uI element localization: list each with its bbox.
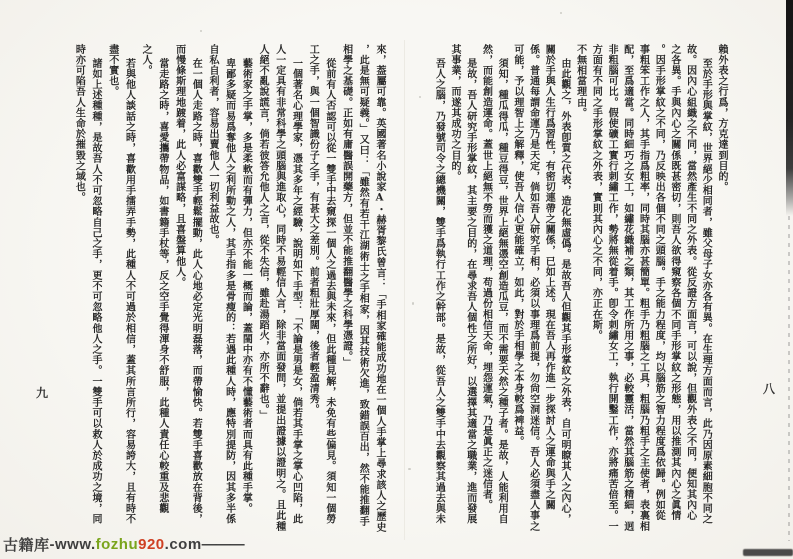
text-column: 一個著名心理學家，憑其多年之經驗，說明如下手型：「不論是男是女，倘若其手掌之掌心凹陷，此 — [290, 58, 302, 525]
watermark-dash: ——— — [201, 536, 244, 553]
text-column: 若與他人談話之時，喜歡用手擂弄手勢，此種人不可過於相信，蓋其所言所行，容易誇大，且有時不 — [123, 58, 135, 525]
text-column: 非粗腦可比。假使礦工實行刺繡工作，勢將無從着手。卽令刺繡女工，執行開鑿工作，亦將痛苦倍至。一 — [606, 44, 618, 532]
page-right-columns — [430, 44, 729, 549]
text-column: 人絕不亂說謊言，倘若彼答允他人之言，從不失信，雖赴湯蹈火，亦所不辭也。」 — [257, 44, 269, 421]
scan-edge-artifact — [786, 0, 793, 216]
text-column: 卑鄙多疑而易爲奪他人之利所動之人，其手指多是骨瘦的：若遇此種人時，應特別提防，因其多半係 — [223, 58, 235, 525]
text-column: 其事業，而遂其成功之目的。 — [449, 44, 461, 182]
watermark — [3, 534, 244, 556]
watermark-separator: - — [49, 536, 56, 553]
text-column: 相學之基礎。正如有庸醫誤開藥方，但並不能推翻醫學之科學憑證。」 — [340, 44, 352, 368]
text-column: 藝術家之手掌，多是柔軟而有彈力，但亦不能一概而論，蓋閨中亦有不懂藝術者而具有此種手掌。 — [240, 58, 252, 514]
text-column: 而慢條斯理地踱着，此人必富謀略，且喜盤算他人。 — [173, 44, 185, 288]
text-column: 人一定具有非常科學之頭腦與進取心，同時不易輕信人言，除非當面發問，並提出證據以證明之。且此種 — [273, 44, 285, 532]
text-column: 然，而能創造運命。蓋世上絕無不勞而獲之道理，苟過份相信天命，埋怨運氣，乃是眞正之迷信者。 — [480, 44, 492, 511]
text-column: 吾人之腦，乃發號司令之總機關，雙手爲執行工作之幹部。是故，從吾人之雙手中去觀察其過去與未 — [433, 58, 445, 525]
watermark-url-red: 920 — [138, 536, 165, 553]
page-gutter-line — [404, 40, 405, 540]
text-column: 事粗笨工作之人，其手指爲粗率，同時其腦亦甚簡單。粗手乃粗腦之工具，粗腦乃粗手之主使者，表裏相 — [637, 44, 649, 532]
text-column: 之人。 — [140, 44, 152, 76]
text-column: 來，葢屬可靠。英國著名小說家A・赫胥黎氏曾言：「手相家確能成功地在一個人手掌上尋求該人之歷史 — [374, 44, 385, 533]
page-left-columns — [69, 44, 387, 549]
text-column: 時亦可陷吾人生命於摧毀之域也。 — [73, 44, 85, 203]
scan-noise-dot — [419, 96, 421, 98]
text-column: 係。普通每謂命運乃是天定，倘如吾人研究手相，必須以事理爲前提，勿尙空洞迷信。吾人必須盡人事之 — [527, 44, 539, 532]
text-column: 盡不實也。 — [106, 44, 118, 97]
text-column: 關於手與人生行爲習性，有密切連帶之關係，已如上述。現在吾人再作進一步探討人之運命與手之關 — [543, 44, 555, 511]
scan-noise-dot — [408, 468, 411, 470]
text-column: 由此觀之，外表卽質之代表，造化無虛僞。是故吾人但觀其手形掌紋之外表，自可明瞭其人之內心， — [558, 58, 570, 525]
text-column: 賴外表之行爲，方克達到目的。 — [716, 44, 727, 193]
folio-number-right: 八 — [763, 382, 776, 396]
text-column: 方面有不同之手形掌紋之外表，實則其內心之不同，亦正在斯。 — [590, 44, 602, 341]
text-column: 從前有人否認可以從一雙手中去窺探一個人之過去與未來，但此種見解，未免有些偏見。須知一個勞 — [323, 58, 335, 525]
text-column: 故。因內心組織之不同，當然產生不同之外表。從反證方面言，可以說，但觀外表之不同，便知其內心 — [684, 44, 696, 521]
text-column: 配，至爲適當。同時細巧之女工，如繡花織補之類，其工作所用之事，必較靈活，當然其腦筋之精細，迥 — [621, 44, 633, 532]
text-column: 至於手形與掌紋，世界絕少相同者，雖父母子女亦各有異。在生理方面而言，此乃因原素細胞不同之 — [700, 58, 712, 525]
watermark-url-green: fozhu — [95, 536, 139, 553]
text-column: 。因手形掌紋之不同，乃反映出各個不同之頭腦。手之能力程度，均以腦筋之智力程度爲依歸。例如從 — [653, 44, 665, 521]
text-column: 工之手，與一個智識份子之手，有甚大之差別。前者粗壯厚闊，後者輕盈清秀。 — [307, 44, 319, 415]
watermark-url-suffix: .com — [164, 536, 202, 553]
scan-corner-smudge — [743, 549, 793, 556]
folio-number-left: 九 — [36, 386, 49, 400]
scan-noise-dot — [560, 12, 562, 14]
text-column: ，此是無可疑義。」又曰：「雖然有若干江湖術士之手相家，因其技術欠進，致錯誤百出，然不能推翻手 — [357, 44, 369, 527]
watermark-brand: 古籍库 — [3, 537, 50, 554]
text-column: 是故，吾人研究手形掌紋，其主要之目的，在尋求吾人個性之所好，以選擇其適當之職業，進而發展 — [464, 58, 476, 525]
text-column: 須知，種瓜得瓜，種豆得豆，世界上絕無憑空創造瓜豆，而不需要天然之種子者。是故，人能利用自 — [496, 58, 508, 525]
watermark-url-prefix: www. — [55, 536, 96, 553]
text-column: 當走路之時，喜愛攜帶物品，如書籍手杖等，反之空手覺得渾身不舒服，此種人責任心較重及悲觀 — [156, 58, 168, 514]
text-column: 在一個人走路之時，喜歡雙手輕鬆擺動，此人心地必定光明磊落，而帶愉快。若雙手喜歡放在背後， — [190, 58, 202, 525]
scan-noise-dot — [412, 302, 414, 305]
text-column: 之各異。手與內心之關係既甚密切，則吾人欲得窺察各個不同手形掌紋之形態，用以推測其內心之眞情 — [668, 44, 680, 521]
text-column: 自私自利者，容易出賣他人一切利益故也。 — [206, 44, 218, 246]
scan-edge-dotted-line — [788, 216, 790, 541]
text-column: 諸如上述種種，是故吾人不可忽略自己之手，更不可忽略他人之手。一雙手可以救人於成功之境，同 — [90, 58, 102, 525]
scan-noise-dot — [200, 30, 202, 32]
text-column: 不無相當理由。 — [574, 44, 586, 119]
text-column: 可能，予以理智上之解釋，使吾人信心更能確立，如此，對於手相學之本身較爲裨益。 — [511, 44, 523, 447]
